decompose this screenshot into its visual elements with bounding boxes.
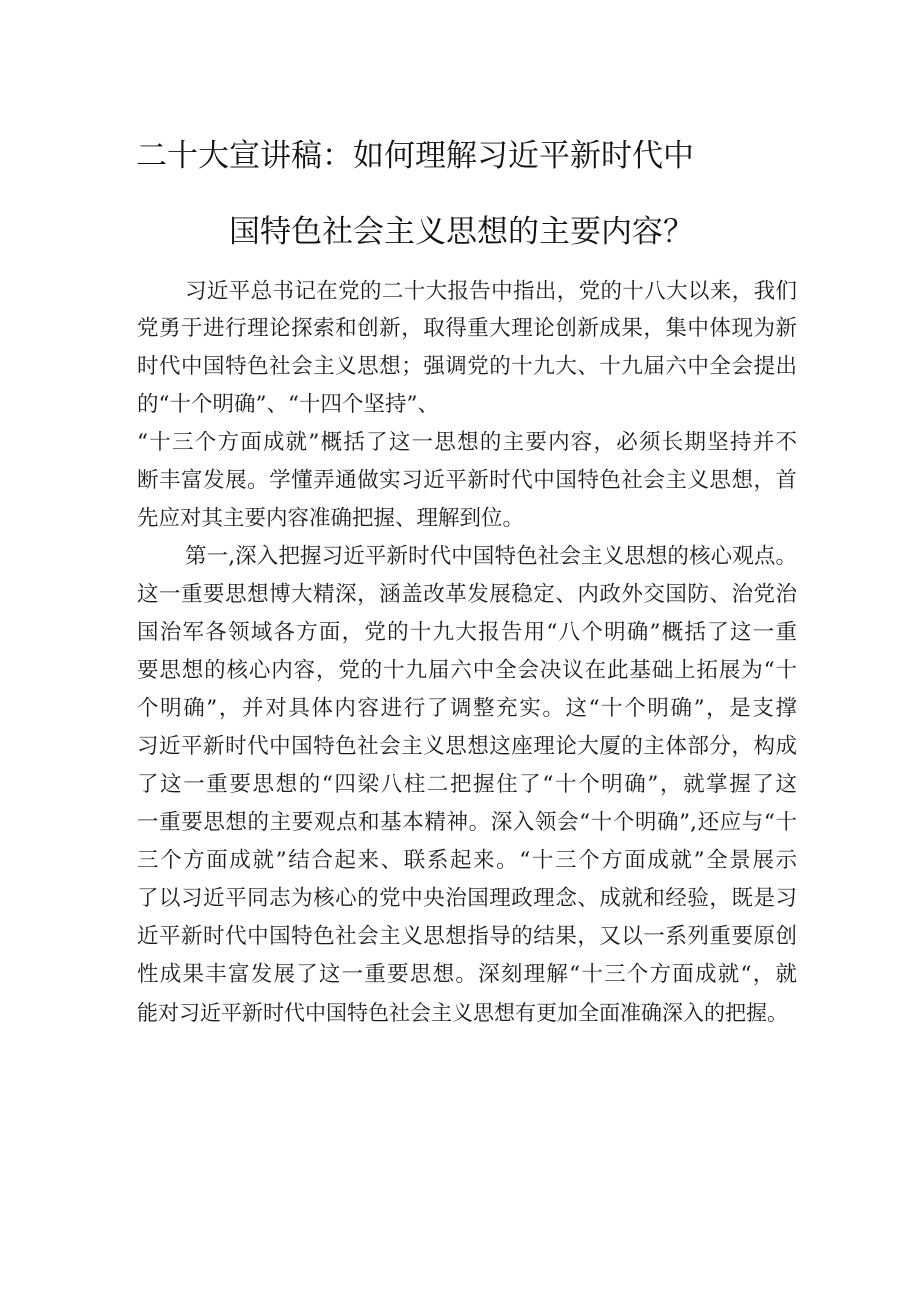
paragraph-1-line-3: 时代中国特色社会主义思想；强调党的十九大、十九届六中全会提出 — [137, 354, 797, 379]
paragraph-2-line-4: 要思想的核心内容，党的十九届六中全会决议在此基础上拓展为“十 — [137, 658, 797, 683]
paragraph-2-line-11: 近平新时代中国特色社会主义思想指导的结果，又以一系列重要原创 — [137, 924, 797, 949]
paragraph-2-line-3: 国治军各领域各方面，党的十九大报告用“八个明确”概括了这一重 — [137, 620, 797, 645]
paragraph-1-line-6: 断丰富发展。学懂弄通做实习近平新时代中国特色社会主义思想，首 — [137, 468, 797, 493]
paragraph-1-line-7: 先应对其主要内容准确把握、理解到位。 — [137, 506, 525, 531]
paragraph-2-line-5: 个明确”，并对具体内容进行了调整充实。这“十个明确”，是支撑 — [137, 696, 797, 721]
paragraph-2-line-12: 性成果丰富发展了这一重要思想。深刻理解“十三个方面成就“，就 — [137, 962, 797, 987]
paragraph-2-line-9: 三个方面成就”结合起来、联系起来。“十三个方面成就”全景展示 — [137, 848, 797, 873]
paragraph-2-line-13: 能对习近平新时代中国特色社会主义思想有更加全面准确深入的把握。 — [137, 1001, 788, 1025]
paragraph-1-line-1: 习近平总书记在党的二十大报告中指出，党的十八大以来，我们 — [185, 279, 797, 304]
paragraph-2-line-10: 了以习近平同志为核心的党中央治国理政理念、成就和经验，既是习 — [137, 886, 797, 911]
document-title-line-2: 国特色社会主义思想的主要内容？ — [229, 214, 694, 250]
paragraph-1-line-5: “十三个方面成就”概括了这一思想的主要内容，必须长期坚持并不 — [137, 430, 797, 455]
paragraph-2-line-2: 这一重要思想博大精深，涵盖改革发展稳定、内政外交国防、治党治 — [137, 582, 797, 607]
paragraph-1-line-4: 的“十个明确”、“十四个坚持”、 — [137, 392, 439, 417]
paragraph-1-line-2: 党勇于进行理论探索和创新，取得重大理论创新成果，集中体现为新 — [137, 316, 797, 341]
paragraph-2-line-1: 第一,深入把握习近平新时代中国特色社会主义思想的核心观点。 — [185, 544, 797, 569]
document-title-line-1: 二十大宣讲稿：如何理解习近平新时代中 — [136, 138, 694, 174]
paragraph-2-line-8: 一重要思想的主要观点和基本精神。深入领会“十个明确”,还应与“十 — [137, 810, 797, 835]
paragraph-2-line-6: 习近平新时代中国特色社会主义思想这座理论大厦的主体部分，构成 — [137, 734, 797, 759]
paragraph-2-line-7: 了这一重要思想的“四梁八柱二把握住了“十个明确”，就掌握了这 — [137, 772, 797, 797]
